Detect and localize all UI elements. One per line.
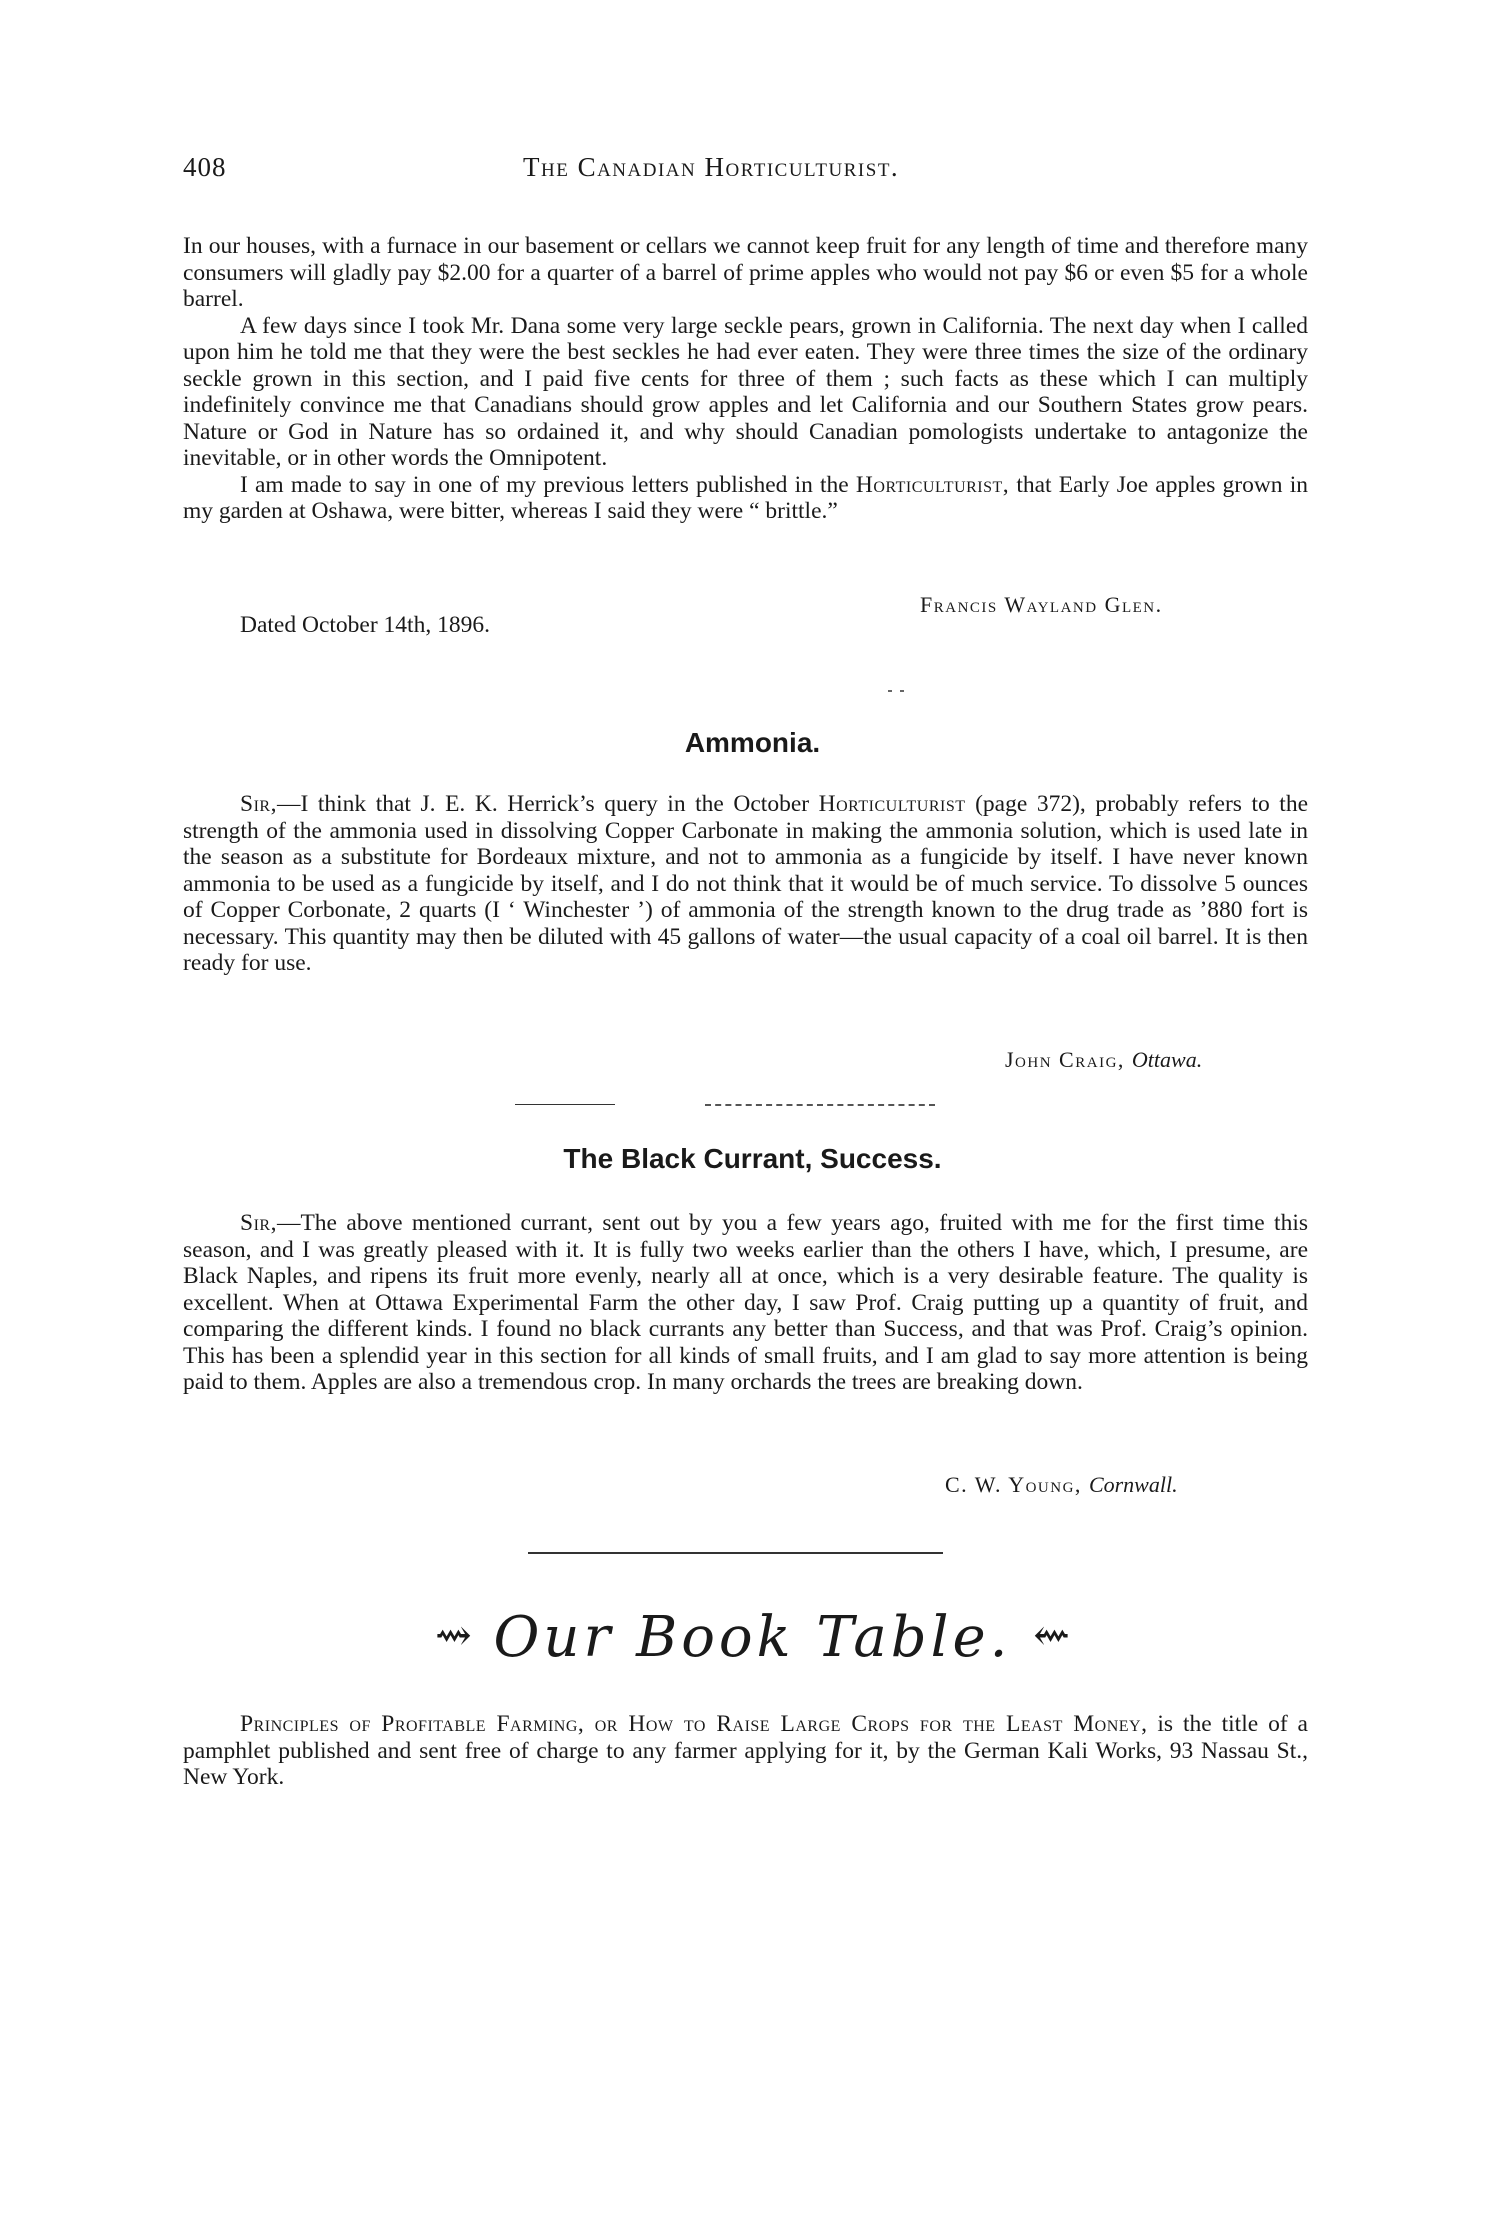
craig-name: John Craig, (1005, 1047, 1125, 1072)
ammonia-magazine-name: Horticulturist (818, 791, 966, 817)
ammonia-paragraph (183, 791, 1308, 977)
pamphlet-body: is the title of a pamphlet published and sent free of charge to any farmer applying for it, by the German Kali Works, 93 Nassau St., New York. (183, 1711, 1308, 1790)
glen-p3-after: that Early Joe apples grown in my garden at Oshawa, were bitter, whereas I said they were “ brittle.” (183, 471, 1308, 524)
page-number: 408 (183, 152, 227, 182)
currant-letter (183, 1210, 1308, 1396)
currant-salutation: Sir, (240, 1210, 277, 1236)
currant-heading: The Black Currant, Success. (563, 1143, 942, 1174)
ammonia-body-after: (page 372), probably refers to the strength of the ammonia used in dissolving Copper Carbonate in making the ammonia solution, which is used late in the season as a substitute for Bordeaux mixture, and not to ammonia as a fungicide by itself. I have never known ammonia to be used as a fungicide by itself, and I do not think that it would be of much service. To dissolve 5 ounces of Copper Corbonate, 2 quarts (I ‘ Winchester ’) of ammonia of the strength known to the drug trade as ’880 fort is necessary. This quantity may then be diluted with 45 gallons of water—the usual capacity of a coal oil barrel. It is then ready for use. (183, 791, 1309, 976)
magazine-name: Horticulturist, (855, 471, 1010, 498)
young-place: Cornwall. (1088, 1472, 1178, 1497)
book-table-title: Our Book Table. (493, 1605, 1012, 1670)
craig-signature (1005, 1047, 1202, 1073)
separator-mark (900, 690, 904, 692)
left-ornament-icon: ⇝ (434, 1610, 472, 1661)
book-table-heading (0, 1605, 1505, 1670)
section-rule (528, 1552, 943, 1554)
separator-mark (888, 690, 892, 692)
glen-paragraph-2: A few days since I took Mr. Dana some very large seckle pears, grown in California. The next day when I called upon him he told me that they were the best seckles he had ever eaten. They were three times the size of the ordinary seckle grown in this section, and I paid five cents for three of them ; such facts as these which I can multiply indefinitely convince me that Canadians should grow apples and let California and our Southern States grow pears. Nature or God in Nature has so ordained it, and why should Canadian pomologists undertake to antagonize the inevitable, or in other words the Omnipotent. (183, 312, 1308, 471)
running-title: The Canadian Horticulturist. (523, 152, 900, 182)
currant-paragraph (183, 1210, 1308, 1396)
book-table-paragraph (183, 1711, 1308, 1791)
ammonia-salutation: Sir, (240, 791, 277, 817)
pamphlet-title: Principles of Profitable Farming, or How to Raise Large Crops for the Least Money, (240, 1711, 1148, 1737)
currant-body: —The above mentioned currant, sent out by you a few years ago, fruited with me for the first time this season, and I was greatly pleased with it. It is fully two weeks earlier than the others I have, which, I presume, are Black Naples, and ripens its fruit more evenly, nearly all at once, which is a very desirable feature. The quality is excellent. When at Ottawa Experimental Farm the other day, I saw Prof. Craig putting up a quantity of fruit, and comparing the different kinds. I found no black currants any better than Success, and that was Prof. Craig’s opinion. This has been a splendid year in this section for all kinds of small fruits, and I am glad to say more attention is being paid to them. Apples are also a tremendous crop. In many orchards the trees are breaking down. (183, 1210, 1308, 1395)
glen-paragraph-1: In our houses, with a furnace in our basement or cellars we cannot keep fruit for any length of time and therefore many consumers will gladly pay $2.00 for a quarter of a barrel of prime apples who would not pay $6 or even $5 for a whole barrel. (183, 233, 1308, 312)
glen-p3-before: I am made to say in one of my previous letters published in the (240, 471, 849, 498)
section-rule-dashed (705, 1104, 935, 1107)
ammonia-letter (183, 791, 1308, 977)
glen-letter (183, 233, 1308, 525)
glen-signature: Francis Wayland Glen. (920, 592, 1163, 617)
ammonia-heading: Ammonia. (684, 727, 821, 758)
dated-line: Dated October 14th, 1896. (240, 612, 490, 638)
young-name: C. W. Young, (945, 1472, 1082, 1497)
glen-paragraph-3 (183, 472, 1308, 525)
book-table-entry (183, 1711, 1308, 1791)
young-signature (945, 1472, 1178, 1498)
section-rule (515, 1104, 615, 1105)
page-header (183, 152, 1313, 192)
craig-place: Ottawa. (1131, 1047, 1203, 1072)
ammonia-body-before: —I think that J. E. K. Herrick’s query in the October (276, 791, 810, 817)
right-ornament-icon: ⇜ (1033, 1610, 1071, 1661)
